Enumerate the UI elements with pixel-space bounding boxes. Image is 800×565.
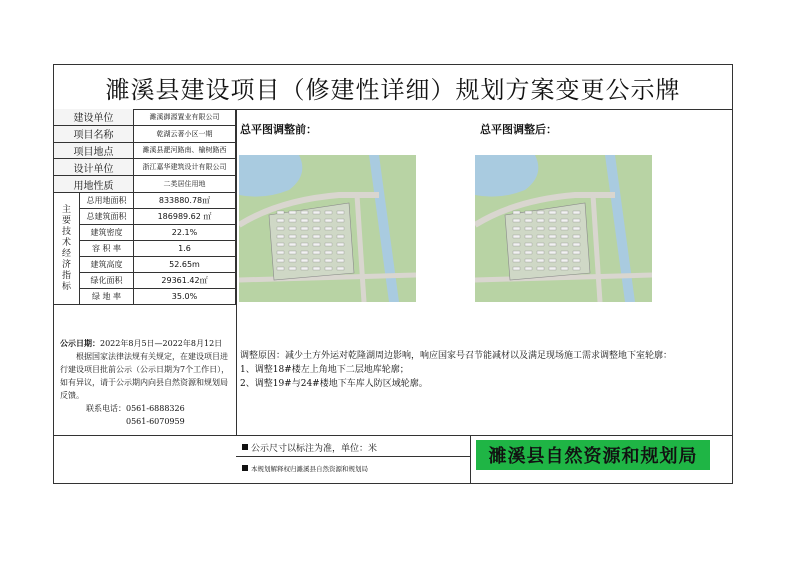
building-block: [325, 227, 332, 230]
building-block: [301, 235, 308, 238]
tech-heading-text: 主要技术经济指标: [61, 204, 71, 292]
building-block: [561, 243, 568, 246]
building-block: [301, 211, 308, 214]
tech-label: 建筑高度: [80, 257, 134, 272]
tech-value: 186989.62 ㎡: [134, 209, 236, 224]
tech-row: [80, 193, 236, 209]
building-block: [337, 235, 344, 238]
building-block: [325, 219, 332, 222]
info-label: 建设单位: [54, 109, 134, 125]
building-block: [573, 219, 580, 222]
building-block: [313, 211, 320, 214]
building-block: [549, 251, 556, 254]
tech-label: 绿化面积: [80, 273, 134, 288]
tech-row: [80, 209, 236, 225]
contact-line: [60, 402, 232, 415]
building-block: [277, 227, 284, 230]
copyright-note: [242, 458, 462, 478]
change-reason: [240, 349, 730, 391]
building-block: [561, 235, 568, 238]
building-block: [277, 211, 284, 214]
building-block: [513, 267, 520, 270]
tech-value: 52.65m: [134, 257, 236, 272]
info-value: 二类居住用地: [134, 176, 236, 192]
building-block: [513, 259, 520, 262]
notice-body: 根据国家法律法规有关规定，在建设项目进行建设项目批前公示（公示日期为7个工作日），如有异议，请于公示期内向县自然资源和规划局反馈。: [60, 352, 230, 400]
building-block: [289, 227, 296, 230]
copyright-text: 本规划解释权归濉溪县自然资源和规划局: [251, 464, 368, 473]
building-block: [561, 259, 568, 262]
building-block: [289, 267, 296, 270]
building-block: [289, 219, 296, 222]
building-block: [549, 219, 556, 222]
tech-value: 35.0%: [134, 289, 236, 304]
tech-row: [80, 225, 236, 241]
tech-row: [80, 257, 236, 273]
building-block: [561, 227, 568, 230]
building-block: [313, 235, 320, 238]
building-block: [537, 267, 544, 270]
building-block: [549, 243, 556, 246]
building-block: [277, 243, 284, 246]
info-value: 濉溪御源置业有限公司: [134, 109, 236, 125]
page-title: 濉溪县建设项目（修建性详细）规划方案变更公示牌: [54, 65, 732, 110]
building-block: [525, 243, 532, 246]
tech-label: 总建筑面积: [80, 209, 134, 224]
building-block: [325, 251, 332, 254]
building-block: [337, 227, 344, 230]
tech-value: 29361.42㎡: [134, 273, 236, 288]
building-block: [573, 211, 580, 214]
building-block: [301, 219, 308, 222]
divider: [236, 435, 732, 436]
building-block: [573, 251, 580, 254]
building-block: [537, 227, 544, 230]
reason-item-1: 1、调整18#楼左上角地下二层地库轮廓；: [240, 365, 409, 375]
tech-heading: [54, 193, 80, 305]
phone-2: 0561-6070959: [126, 417, 185, 426]
tech-label: 容 积 率: [80, 241, 134, 256]
building-block: [561, 251, 568, 254]
reason-intro: 调整原因：减少土方外运对乾隆湖周边影响，响应国家号召节能减材以及满足现场施工需求调整地下室轮廓：: [240, 351, 673, 361]
info-row: [54, 109, 236, 126]
notice-board: [53, 64, 733, 484]
building-block: [525, 267, 532, 270]
building-block: [561, 267, 568, 270]
building-block: [537, 211, 544, 214]
unit-note-text: 公示尺寸以标注为准，单位：米: [251, 443, 378, 454]
building-block: [289, 259, 296, 262]
unit-note: [242, 437, 462, 457]
building-block: [277, 259, 284, 262]
building-block: [525, 251, 532, 254]
notice-date: [60, 337, 232, 350]
building-block: [513, 227, 520, 230]
building-block: [325, 259, 332, 262]
tech-label: 建筑密度: [80, 225, 134, 240]
building-block: [289, 243, 296, 246]
building-block: [337, 219, 344, 222]
plan-after-image: [475, 155, 652, 302]
building-block: [277, 235, 284, 238]
column-divider: [236, 109, 237, 435]
tech-row: [80, 273, 236, 289]
building-block: [561, 211, 568, 214]
building-block: [325, 235, 332, 238]
info-row: [54, 159, 236, 176]
building-block: [525, 219, 532, 222]
building-block: [537, 251, 544, 254]
building-block: [549, 227, 556, 230]
agency-name-banner: 濉溪县自然资源和规划局: [476, 440, 710, 470]
building-block: [301, 227, 308, 230]
building-block: [313, 251, 320, 254]
info-value: 乾湖云著小区一期: [134, 126, 236, 142]
building-block: [277, 219, 284, 222]
square-bullet-icon: [242, 444, 248, 450]
plan-after-title: 总平图调整后：: [480, 123, 557, 136]
building-block: [277, 267, 284, 270]
building-block: [325, 211, 332, 214]
phone-1: 0561-6888326: [126, 404, 185, 413]
building-block: [337, 211, 344, 214]
building-block: [289, 235, 296, 238]
tech-row: [80, 241, 236, 257]
building-block: [573, 235, 580, 238]
building-block: [513, 235, 520, 238]
tech-label: 总用地面积: [80, 193, 134, 208]
info-value: 濉溪县淝河路南、榆树路西: [134, 143, 236, 159]
building-block: [313, 267, 320, 270]
building-block: [549, 235, 556, 238]
info-value: 浙江嘉华建筑设计有限公司: [134, 159, 236, 175]
building-block: [289, 251, 296, 254]
building-block: [313, 243, 320, 246]
square-bullet-icon: [242, 465, 248, 471]
building-block: [537, 243, 544, 246]
building-block: [337, 251, 344, 254]
info-label: 项目名称: [54, 126, 134, 142]
building-block: [537, 259, 544, 262]
building-block: [313, 227, 320, 230]
tech-value: 1.6: [134, 241, 236, 256]
building-block: [537, 235, 544, 238]
building-block: [513, 251, 520, 254]
notice-date-value: 2022年8月5日—2022年8月12日: [100, 339, 223, 348]
reason-item-2: 2、调整19#与24#楼地下车库人防区域轮廓。: [240, 379, 428, 389]
info-row: [54, 176, 236, 193]
building-block: [573, 243, 580, 246]
site-plan-before: [239, 155, 416, 302]
info-row: [54, 143, 236, 160]
tech-row: [80, 289, 236, 305]
building-block: [573, 267, 580, 270]
building-block: [525, 211, 532, 214]
building-block: [337, 259, 344, 262]
tech-value: 22.1%: [134, 225, 236, 240]
notice-date-label: 公示日期：: [60, 339, 100, 348]
building-block: [573, 227, 580, 230]
building-block: [561, 219, 568, 222]
plan-before-image: [239, 155, 416, 302]
tech-label: 绿 地 率: [80, 289, 134, 304]
building-block: [337, 243, 344, 246]
building-block: [513, 243, 520, 246]
building-block: [525, 227, 532, 230]
building-block: [325, 267, 332, 270]
site-plan-after: [475, 155, 652, 302]
building-block: [549, 267, 556, 270]
contact-label: 联系电话：: [86, 404, 126, 413]
info-row: [54, 126, 236, 143]
building-block: [573, 259, 580, 262]
divider: [470, 435, 471, 483]
notice-text: [60, 337, 232, 428]
info-label: 项目地点: [54, 143, 134, 159]
building-block: [513, 211, 520, 214]
building-block: [549, 259, 556, 262]
building-block: [549, 211, 556, 214]
building-block: [301, 243, 308, 246]
info-label: 用地性质: [54, 176, 134, 192]
building-block: [301, 259, 308, 262]
info-label: 设计单位: [54, 159, 134, 175]
phone-2-line: [60, 415, 232, 428]
building-block: [301, 267, 308, 270]
divider: [54, 435, 236, 436]
building-block: [337, 267, 344, 270]
building-block: [313, 219, 320, 222]
building-block: [277, 251, 284, 254]
building-block: [313, 259, 320, 262]
building-block: [513, 219, 520, 222]
building-block: [325, 243, 332, 246]
building-block: [525, 259, 532, 262]
tech-value: 833880.78㎡: [134, 193, 236, 208]
building-block: [537, 219, 544, 222]
building-block: [525, 235, 532, 238]
plan-before-title: 总平图调整前：: [240, 123, 317, 136]
building-block: [289, 211, 296, 214]
building-block: [301, 251, 308, 254]
